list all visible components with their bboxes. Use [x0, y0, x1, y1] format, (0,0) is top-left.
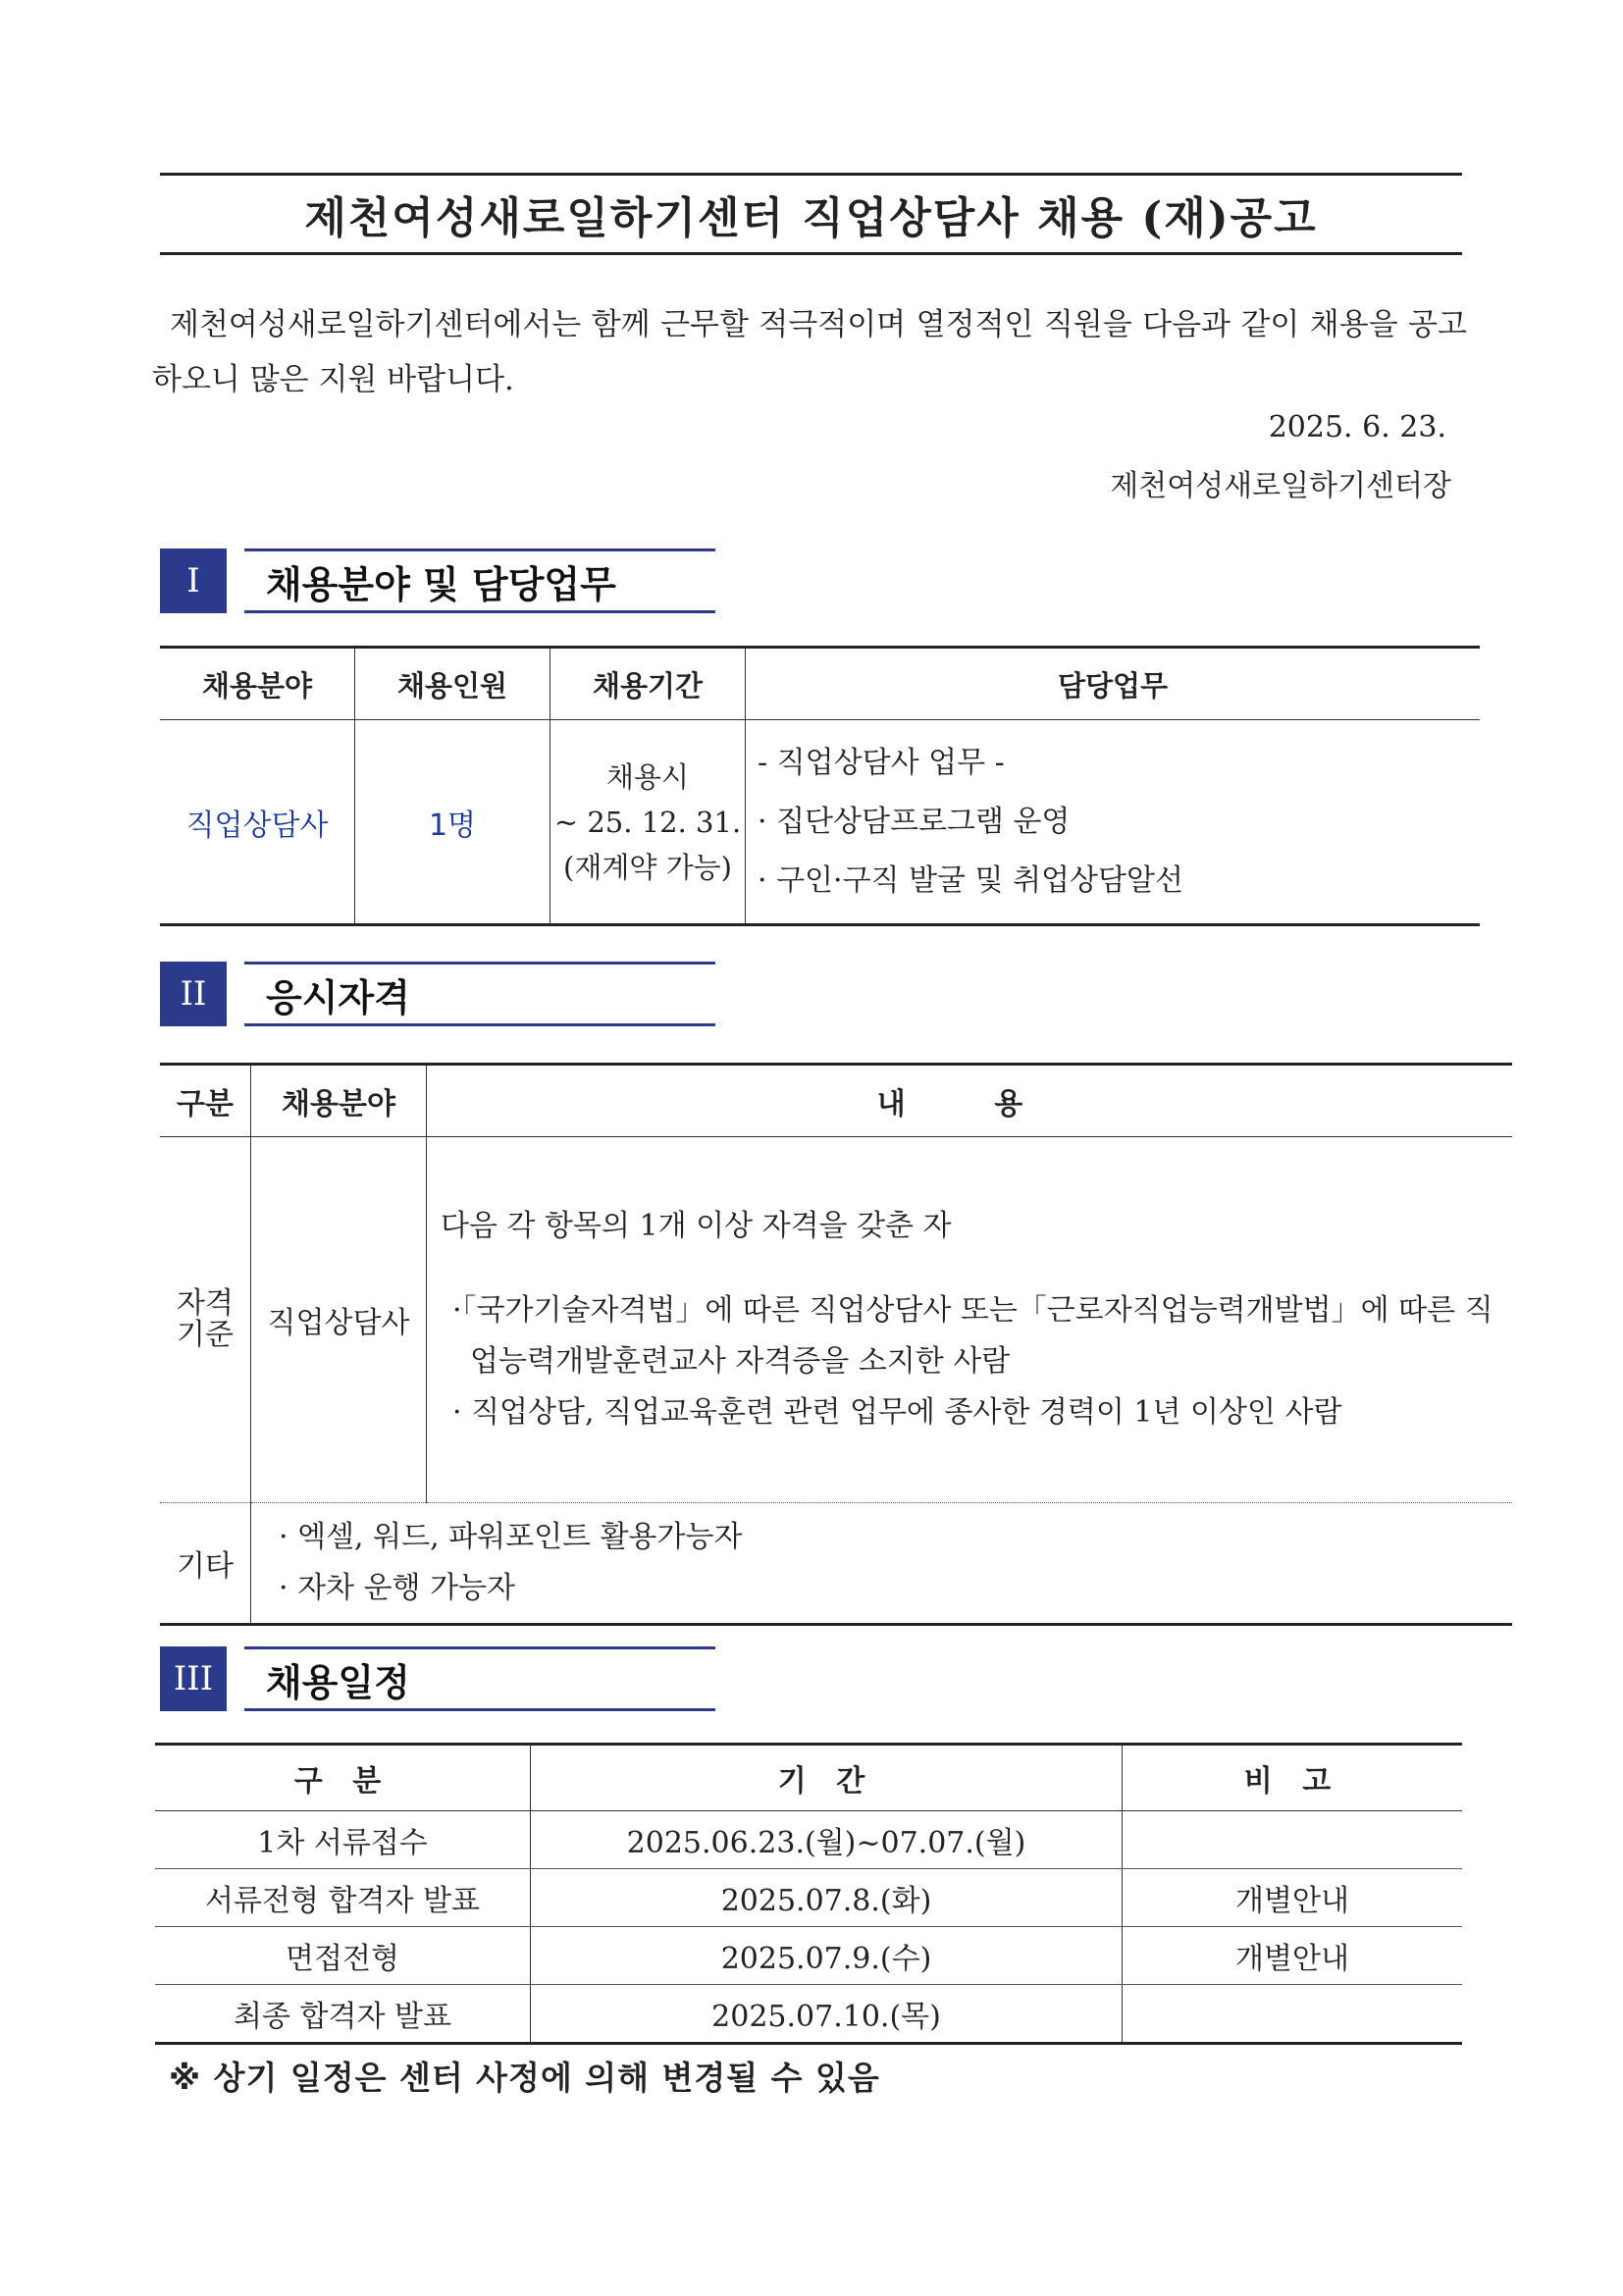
column-header: 채용분야: [160, 648, 355, 720]
schedule-period: 2025.07.9.(수): [531, 1927, 1123, 1985]
table-row: [155, 1869, 1462, 1927]
field-cell: 직업상담사: [160, 720, 355, 925]
duty-line: · 집단상담프로그램 운영: [758, 804, 1071, 839]
schedule-remark: 개별안내: [1123, 1869, 1463, 1927]
schedule-note: ※ 상기 일정은 센터 사정에 의해 변경될 수 있음: [169, 2059, 880, 2097]
qualification-item: · 직업상담, 직업교육훈련 관련 업무에 종사한 경력이 1년 이상인 사람: [452, 1395, 1342, 1430]
column-header: 담당업무: [746, 648, 1481, 720]
section-number: III: [160, 1646, 227, 1711]
section-2-heading: [160, 962, 715, 1026]
column-header: 기 간: [531, 1745, 1123, 1811]
etc-label: 기타: [160, 1503, 251, 1625]
table-row: [160, 1503, 1512, 1625]
section-title: 응시자격: [244, 962, 715, 1026]
duty-line: · 구인·구직 발굴 및 취업상담알선: [758, 862, 1183, 898]
etc-item: · 엑셀, 워드, 파워포인트 활용가능자: [279, 1520, 743, 1554]
section-1-heading: [160, 548, 715, 613]
etc-content: [251, 1503, 1513, 1625]
schedule-table: [155, 1743, 1462, 2045]
qualification-content: [427, 1137, 1513, 1503]
qualification-item: ·「국가기술자격법」에 따른 직업상담사 또는「근로자직업능력개발법」에 따른 직업능력개발훈련교사 자격증을 소지한 사람: [452, 1293, 1493, 1379]
schedule-step: 서류전형 합격자 발표: [155, 1869, 531, 1927]
schedule-step: 최종 합격자 발표: [155, 1985, 531, 2044]
count-cell: 1명: [355, 720, 550, 925]
table-row: [155, 1811, 1462, 1869]
qualification-table: [160, 1063, 1512, 1626]
column-header: 채용분야: [251, 1065, 427, 1137]
section-title: 채용분야 및 담당업무: [244, 548, 715, 613]
period-line: ~ 25. 12. 31.: [553, 805, 742, 839]
qualification-field: 직업상담사: [251, 1137, 427, 1503]
intro-paragraph: 제천여성새로일하기센터에서는 함께 근무할 적극적이며 열정적인 직원을 다음과 같이 채용을 공고하오니 많은 지원 바랍니다.: [152, 307, 1467, 397]
period-line: 채용시: [605, 759, 690, 794]
qualification-intro: 다음 각 항목의 1개 이상 자격을 갖춘 자: [441, 1209, 952, 1243]
section-3-heading: [160, 1646, 715, 1711]
schedule-step: 1차 서류접수: [155, 1811, 531, 1869]
qualification-label: 자격 기준: [160, 1137, 251, 1503]
table-row: [155, 1985, 1462, 2044]
period-line: (재계약 가능): [563, 850, 732, 884]
table-row: [155, 1927, 1462, 1985]
column-header: 채용기간: [550, 648, 746, 720]
column-header: 내 용: [427, 1065, 1513, 1137]
column-header: 채용인원: [355, 648, 550, 720]
schedule-remark: 개별안내: [1123, 1927, 1463, 1985]
duty-line: - 직업상담사 업무 -: [758, 745, 1005, 780]
recruitment-table: [160, 646, 1480, 926]
table-row: [160, 720, 1480, 925]
title-box: [160, 173, 1462, 255]
table-row: [160, 1137, 1512, 1503]
section-number: II: [160, 962, 227, 1026]
schedule-remark: [1123, 1985, 1463, 2044]
schedule-step: 면접전형: [155, 1927, 531, 1985]
column-header: 비 고: [1123, 1745, 1463, 1811]
schedule-period: 2025.07.8.(화): [531, 1869, 1123, 1927]
duty-cell: [746, 720, 1481, 925]
etc-item: · 자차 운행 가능자: [279, 1571, 516, 1605]
announcement-date: 2025. 6. 23.: [1268, 410, 1446, 444]
period-cell: [550, 720, 746, 925]
column-header: 구분: [160, 1065, 251, 1137]
section-title: 채용일정: [244, 1646, 715, 1711]
schedule-period: 2025.07.10.(목): [531, 1985, 1123, 2044]
page-title: 제천여성새로일하기센터 직업상담사 채용 (재)공고: [304, 193, 1318, 243]
column-header: 구 분: [155, 1745, 531, 1811]
signature: 제천여성새로일하기센터장: [1110, 469, 1451, 503]
section-number: I: [160, 548, 227, 613]
schedule-remark: [1123, 1811, 1463, 1869]
schedule-period: 2025.06.23.(월)~07.07.(월): [531, 1811, 1123, 1869]
